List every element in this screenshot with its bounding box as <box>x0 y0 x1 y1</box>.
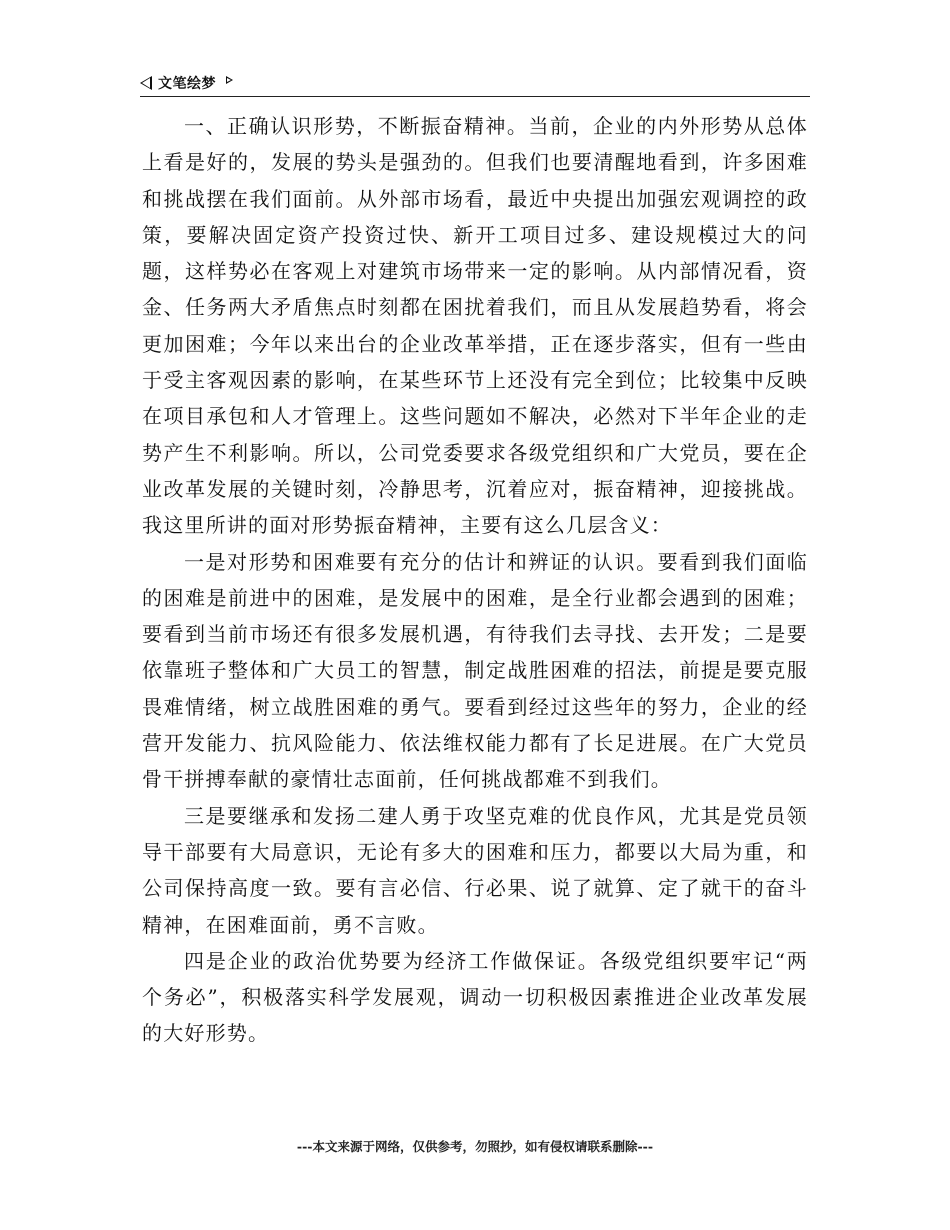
header-title: 文笔绘梦 <box>158 76 216 92</box>
page-footer: ---本文来源于网络，仅供参考，勿照抄，如有侵权请联系删除--- <box>296 1139 654 1154</box>
paragraph: 四是企业的政治优势要为经济工作做保证。各级党组织要牢记“两个务必”，积极落实科学发展观，调动一切积极因素推进企业改革发展的大好形势。 <box>142 948 808 1046</box>
paragraph: 一是对形势和困难要有充分的估计和辨证的认识。要看到我们面临的困难是前进中的困难，是发展中的困难，是全行业都会遇到的困难；要看到当前市场还有很多发展机遇，有待我们去寻找、去开发；二是要依靠班子整体和广大员工的智慧，制定战胜困难的招法，前提是要克服畏难情绪，树立战胜困难的勇气。要看到经过这些年的努力，企业的经营开发能力、抗风险能力、依法维权能力都有了长足进展。在广大党员骨干拼搏奉献的豪情壮志面前，任何挑战都难不到我们。 <box>142 549 808 792</box>
left-triangle-icon <box>140 76 152 90</box>
paragraph: 一、正确认识形势，不断振奋精神。当前，企业的内外形势从总体上看是好的，发展的势头是强劲的。但我们也要清醒地看到，许多困难和挑战摆在我们面前。从外部市场看，最近中央提出加强宏观调控的政策，要解决固定资产投资过快、新开工项目过多、建设规模过大的问题，这样势必在客观上对建筑市场带来一定的影响。从内部情况看，资金、任务两大矛盾焦点时刻都在困扰着我们，而且从发展趋势看，将会更加困难；今年以来出台的企业改革举措，正在逐步落实，但有一些由于受主客观因素的影响，在某些环节上还没有完全到位；比较集中反映在项目承包和人才管理上。这些问题如不解决，必然对下半年企业的走势产生不利影响。所以，公司党委要求各级党组织和广大党员，要在企业改革发展的关键时刻，冷静思考，沉着应对，振奋精神，迎接挑战。我这里所讲的面对形势振奋精神，主要有这么几层含义： <box>142 114 808 538</box>
document-body <box>142 108 808 1052</box>
page-header <box>140 70 810 97</box>
right-triangle-icon <box>226 76 233 84</box>
paragraph: 三是要继承和发扬二建人勇于攻坚克难的优良作风，尤其是党员领导干部要有大局意识，无论有多大的困难和压力，都要以大局为重，和公司保持高度一致。要有言必信、行必果、说了就算、定了就干的奋斗精神，在困难面前，勇不言败。 <box>142 803 808 937</box>
